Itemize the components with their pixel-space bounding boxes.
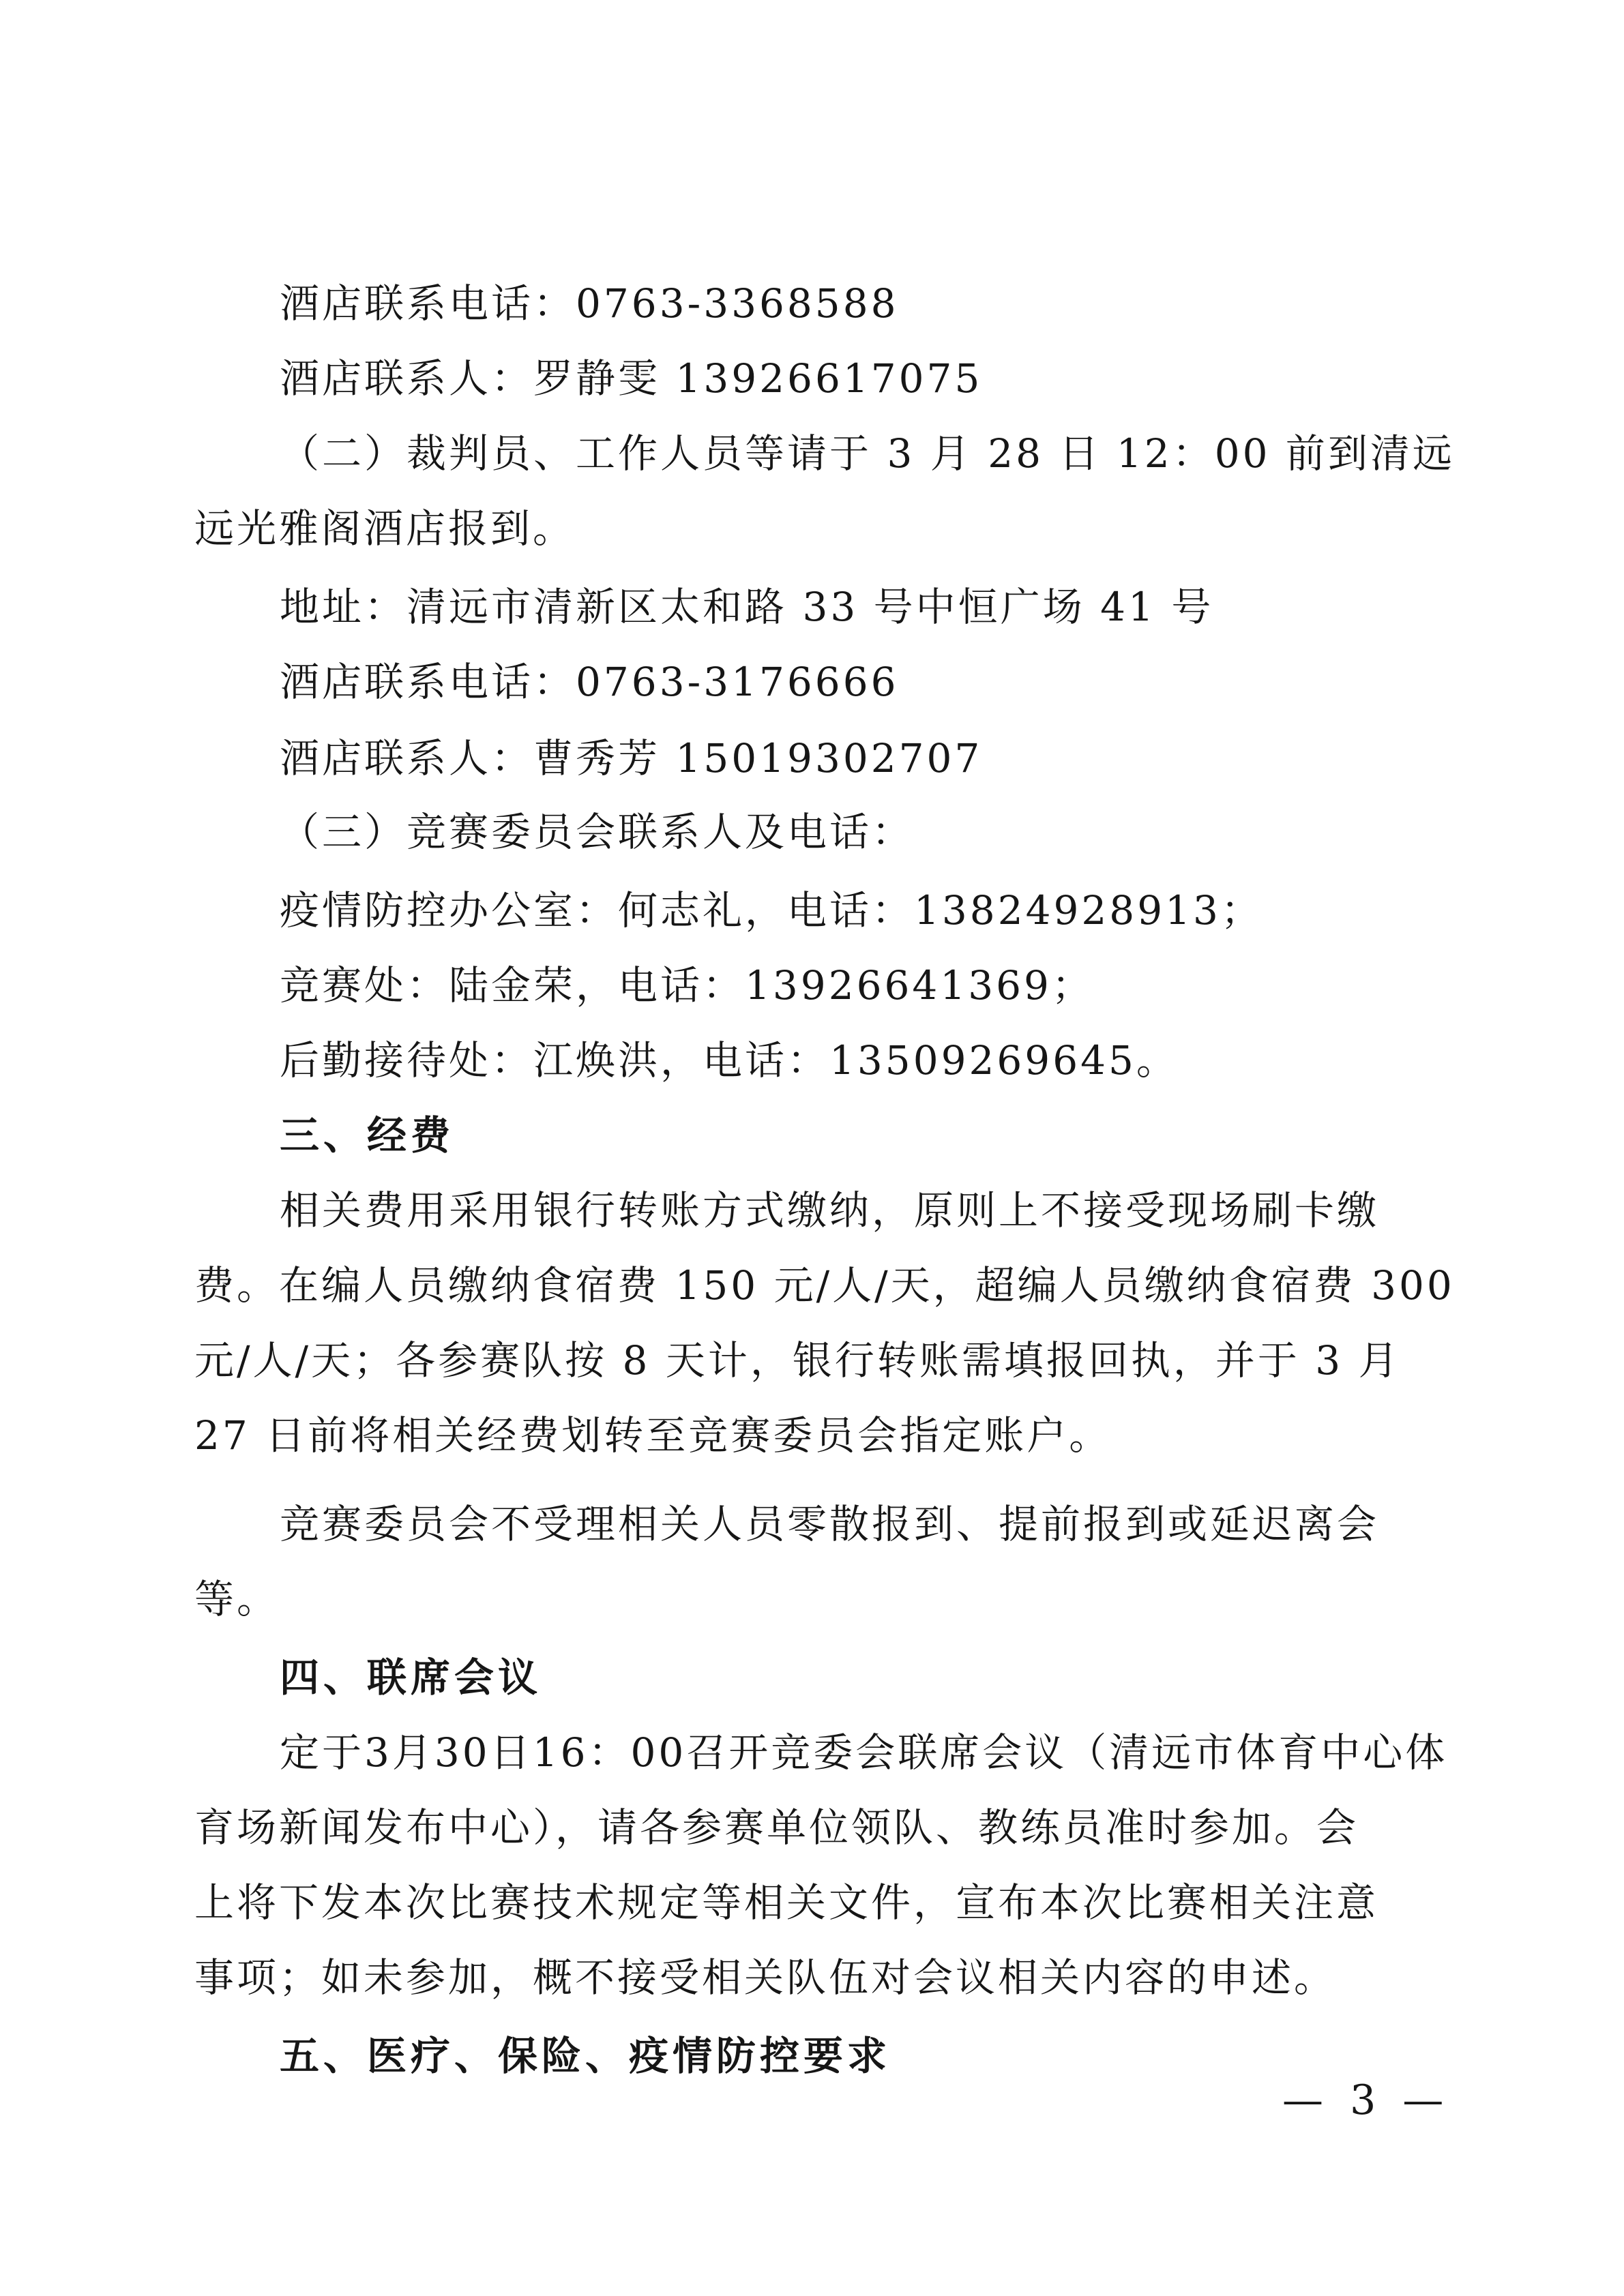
address-line: 地址：清远市清新区太和路 33 号中恒广场 41 号 (280, 584, 1214, 630)
hotel-contact-line-2: 酒店联系人：曹秀芳 15019302707 (280, 735, 983, 781)
section-heading-expenses: 三、经费 (280, 1112, 455, 1159)
contact-epidemic-office: 疫情防控办公室：何志礼，电话：13824928913； (280, 887, 1263, 934)
section-heading-joint-meeting: 四、联席会议 (280, 1654, 542, 1701)
section-heading-medical: 五、医疗、保险、疫情防控要求 (280, 2033, 891, 2079)
hotel-phone-line-2: 酒店联系电话：0763-3176666 (280, 659, 899, 705)
registration-paragraph-line-1: 竞赛委员会不受理相关人员零散报到、提前报到或延迟离会 (280, 1501, 1380, 1547)
meeting-paragraph-line-3: 上将下发本次比赛技术规定等相关文件，宣布本次比赛相关注意 (194, 1879, 1379, 1926)
meeting-paragraph-line-1: 定于3月30日16：00召开竞委会联席会议（清远市体育中心体 (280, 1729, 1448, 1776)
hotel-phone-line-1: 酒店联系电话：0763-3368588 (280, 280, 899, 327)
expenses-paragraph-line-4: 27 日前将相关经费划转至竞赛委员会指定账户。 (194, 1412, 1112, 1459)
page-number: — 3 — (1282, 2076, 1451, 2124)
expenses-paragraph-line-2: 费。在编人员缴纳食宿费 150 元/人/天，超编人员缴纳食宿费 300 (194, 1262, 1455, 1309)
meeting-paragraph-line-2: 育场新闻发布中心），请各参赛单位领队、教练员准时参加。会 (194, 1804, 1359, 1851)
committee-contacts-heading: （三）竞赛委员会联系人及电话： (280, 809, 915, 855)
meeting-paragraph-line-4: 事项；如未参加，概不接受相关队伍对会议相关内容的申述。 (194, 1954, 1337, 2001)
contact-logistics: 后勤接待处：江焕洪，电话：13509269645。 (280, 1037, 1179, 1084)
referee-report-line: （二）裁判员、工作人员等请于 3 月 28 日 12：00 前到清远 (280, 430, 1455, 477)
expenses-paragraph-line-3: 元/人/天；各参赛队按 8 天计，银行转账需填报回执，并于 3 月 (194, 1337, 1401, 1384)
contact-competition: 竞赛处：陆金荣，电话：13926641369； (280, 962, 1094, 1009)
expenses-paragraph-line-1: 相关费用采用银行转账方式缴纳，原则上不接受现场刷卡缴 (280, 1187, 1380, 1234)
hotel-contact-line-1: 酒店联系人：罗静雯 13926617075 (280, 355, 983, 402)
registration-paragraph-line-2: 等。 (194, 1576, 280, 1622)
referee-report-line-cont: 远光雅阁酒店报到。 (194, 505, 576, 552)
